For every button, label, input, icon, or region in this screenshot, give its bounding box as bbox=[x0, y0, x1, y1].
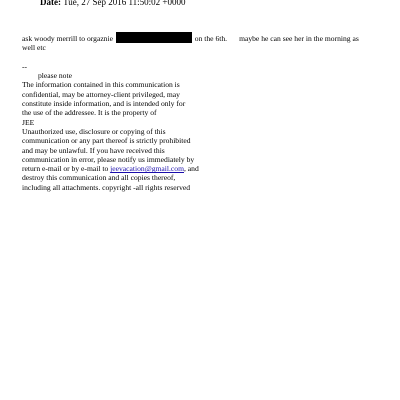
disclaimer-line: communication or any part thereof is strictly prohibited bbox=[22, 136, 191, 146]
disclaimer-line: JEE bbox=[22, 117, 35, 127]
date-label: Date: bbox=[40, 0, 61, 7]
disclaimer-line: constitute inside information, and is intended only for bbox=[22, 99, 186, 109]
disclaimer-line: the use of the addressee. It is the property of bbox=[22, 108, 157, 118]
disclaimer-line: including all attachments. copyright -all rights reserved bbox=[22, 182, 191, 192]
disclaimer-line: The information contained in this communication is bbox=[22, 80, 180, 90]
message-text-after-redaction: on the 6th. bbox=[194, 34, 228, 43]
disclaimer-line: confidential, may be attorney-client privileged, may bbox=[22, 89, 180, 99]
redaction-box bbox=[116, 32, 192, 43]
disclaimer-line: communication in error, please notify us immediately by bbox=[22, 154, 195, 164]
signature-dashes: -- bbox=[22, 61, 28, 71]
date-header bbox=[40, 0, 186, 8]
date-value: Tue, 27 Sep 2016 11:50:02 +0000 bbox=[63, 0, 186, 7]
disclaimer-line: destroy this communication and all copies thereof, bbox=[22, 173, 176, 183]
message-text-before-redaction: ask woody merrill to orgaznie bbox=[22, 34, 113, 43]
email-link[interactable]: jeevacation@gmail.com bbox=[110, 164, 184, 174]
email-suffix-text: , and bbox=[184, 164, 199, 174]
email-body bbox=[22, 32, 378, 192]
disclaimer-line: and may be unlawful. If you have received this bbox=[22, 145, 165, 155]
disclaimer-line: Unauthorized use, disclosure or copying of this bbox=[22, 126, 166, 136]
message-line-2: well etc bbox=[22, 43, 46, 53]
message-text-tail: maybe he can see her in the morning as bbox=[239, 34, 359, 43]
message-line-1 bbox=[22, 32, 378, 43]
disclaimer-email-line bbox=[22, 164, 378, 173]
please-note: please note bbox=[38, 71, 72, 81]
email-prefix-text: return e-mail or by e-mail to bbox=[22, 164, 109, 174]
